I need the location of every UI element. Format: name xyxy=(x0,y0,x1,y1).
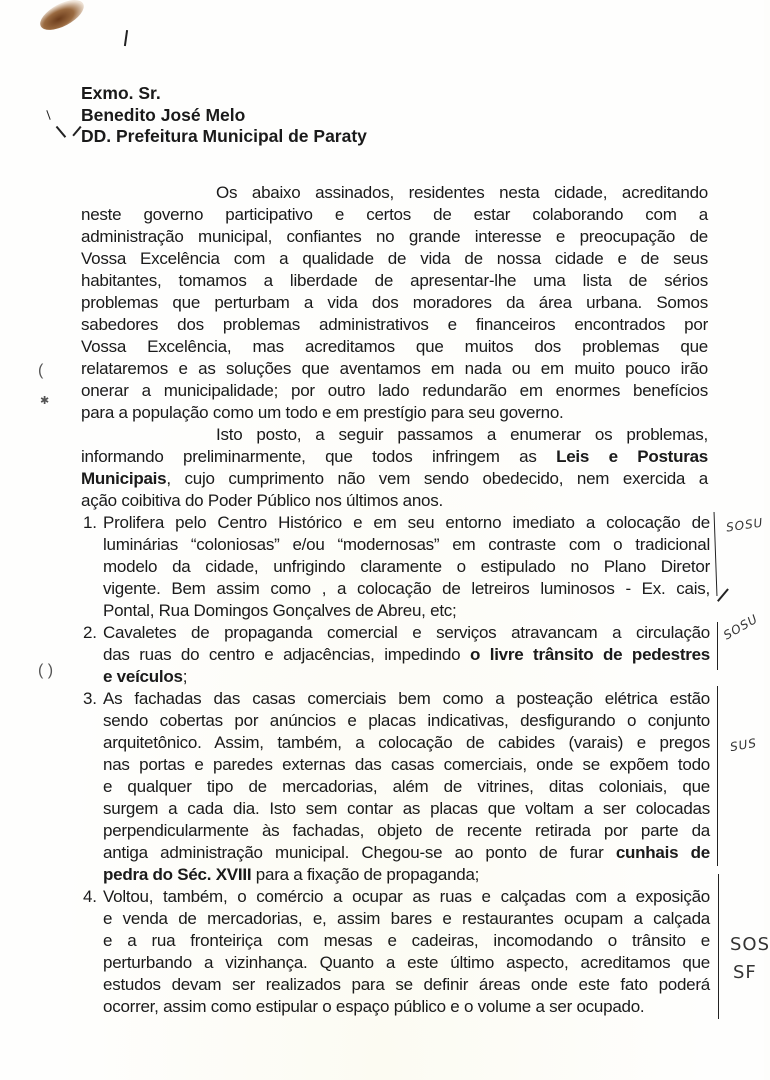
text-line: para a população como um todo e em prestígio para seu governo. xyxy=(81,403,564,422)
text-run: das ruas do centro e adjacências, impedindo xyxy=(103,645,470,664)
speck-mark: ✱ xyxy=(40,395,50,407)
text-line: e a rua fronteiriça com mesas e cadeiras, incomodando o trânsito e xyxy=(103,931,710,950)
text-line: nas portas e paredes externas das casas comerciais, onde se expõem todo xyxy=(103,755,710,774)
text-run: para a fixação de propaganda; xyxy=(251,865,480,884)
pen-mark xyxy=(124,30,128,46)
handwritten-annotation: SOSU xyxy=(721,611,761,643)
text-line: Voltou, também, o comércio a ocupar as ruas e calçadas com a exposição xyxy=(103,887,710,906)
punch-hole-mark: ( ) xyxy=(38,662,54,679)
text-line xyxy=(103,666,710,688)
punch-hole-mark: ( xyxy=(38,362,44,379)
margin-bracket xyxy=(717,622,718,670)
margin-bracket xyxy=(717,686,718,866)
margin-bracket xyxy=(718,874,719,1019)
pen-mark xyxy=(72,126,81,136)
text-line: sendo cobertas por anúncios e placas indicativas, desfigurando o conjunto xyxy=(103,711,710,730)
addressee-title: Exmo. Sr. xyxy=(81,83,161,103)
text-line: ocorrer, assim como estipular o espaço público e o volume a ser ocupado. xyxy=(103,997,645,1016)
text-line: modelo da cidade, unfrigindo claramente o estipulado no Plano Diretor xyxy=(103,557,710,576)
text-line: onerar a municipalidade; por outro lado redundarão em enormes benefícios xyxy=(81,381,708,400)
text-line: Isto posto, a seguir passamos a enumerar os problemas, xyxy=(216,425,708,444)
emphasis-text: e veículos xyxy=(103,667,183,686)
text-line: luminárias “coloniosas” e/ou “modernosas” em contraste com o tradicional xyxy=(103,535,710,554)
text-line: problemas que perturbam a vida dos moradores da área urbana. Somos xyxy=(81,293,708,312)
text-line: Vossa Excelência, mas acreditamos que muitos dos problemas que xyxy=(81,337,708,356)
text-line xyxy=(81,468,708,490)
text-line xyxy=(81,446,708,468)
text-line: Vossa Excelência com a qualidade de vida de nossa cidade e de seus xyxy=(81,249,708,268)
emphasis-text: Leis e Posturas xyxy=(556,447,708,466)
emphasis-text: cunhais de xyxy=(615,843,710,862)
pen-mark xyxy=(56,126,66,138)
text-line: As fachadas das casas comerciais bem como a posteação elétrica estão xyxy=(103,689,710,708)
addressee-block xyxy=(81,83,367,148)
emphasis-text: Municipais xyxy=(81,469,167,488)
text-line: surgem a cada dia. Isto sem contar as placas que voltam a ser colocadas xyxy=(103,799,710,818)
text-line: habitantes, tomamos a liberdade de apresentar-lhe uma lista de sérios xyxy=(81,271,708,290)
text-line: e venda de mercadorias, e, assim bares e restaurantes ocupam a calçada xyxy=(103,909,710,928)
handwritten-annotation: SUS xyxy=(728,735,759,755)
text-line xyxy=(103,644,710,666)
addressee-office: DD. Prefeitura Municipal de Paraty xyxy=(81,126,367,146)
text-run: antiga administração municipal. Chegou-se ao ponto de furar xyxy=(103,843,616,862)
text-run: , cujo cumprimento não vem sendo obedecido, nem exercida a xyxy=(166,469,708,488)
pen-mark xyxy=(46,110,51,120)
addressee-name: Benedito José Melo xyxy=(81,104,246,125)
text-line: relataremos e as soluções que aventamos em nada ou em muito pouco irão xyxy=(81,359,708,378)
text-line: perturbando a vizinhança. Quanto a este último aspecto, acreditamos que xyxy=(103,953,710,972)
emphasis-text: o livre trânsito de pedestres xyxy=(470,645,710,664)
text-line: vigente. Bem assim como , a colocação de letreiros luminosos - Ex. cais, xyxy=(103,579,710,598)
text-line xyxy=(103,842,710,864)
text-line: Cavaletes de propaganda comercial e serviços atravancam a circulação xyxy=(103,623,710,642)
handwritten-annotation: SOSU xyxy=(725,515,765,535)
item-number: 4. xyxy=(83,887,97,906)
text-line: ação coibitiva do Poder Público nos últimos anos. xyxy=(81,491,443,510)
text-line: perpendicularmente às fachadas, objeto de recente retirada por parte da xyxy=(103,821,710,840)
text-line: e qualquer tipo de mercadorias, além de vitrines, ditas coloniais, que xyxy=(103,777,710,796)
text-line: administração municipal, confiantes no grande interesse e preocupação de xyxy=(81,227,708,246)
text-line: Pontal, Rua Domingos Gonçalves de Abreu, etc; xyxy=(103,601,457,620)
emphasis-text: pedra do Séc. XVIII xyxy=(103,865,252,884)
text-run: ; xyxy=(182,667,188,686)
handwritten-annotation: SF xyxy=(733,962,757,983)
item-number: 1. xyxy=(83,513,97,532)
coffee-stain xyxy=(36,0,89,36)
text-line: sabedores dos problemas administrativos e financeiros encontrados por xyxy=(81,315,708,334)
handwritten-annotation: SOS xyxy=(730,934,770,955)
pen-mark xyxy=(717,588,728,601)
text-line: estudos devam ser realizados para se definir áreas onde este fato poderá xyxy=(103,975,710,994)
item-number: 2. xyxy=(83,623,97,642)
text-line: Os abaixo assinados, residentes nesta cidade, acreditando xyxy=(216,183,708,202)
text-line xyxy=(103,864,710,886)
text-run: informando preliminarmente, que todos infringem as xyxy=(81,447,557,466)
margin-bracket xyxy=(714,512,718,596)
text-line: neste governo participativo e certos de estar colaborando com a xyxy=(81,205,708,224)
item-number: 3. xyxy=(83,689,97,708)
text-line: Prolifera pelo Centro Histórico e em seu entorno imediato a colocação de xyxy=(103,513,710,532)
text-line: arquitetônico. Assim, também, a colocação de cabides (varais) e pregos xyxy=(103,733,710,752)
